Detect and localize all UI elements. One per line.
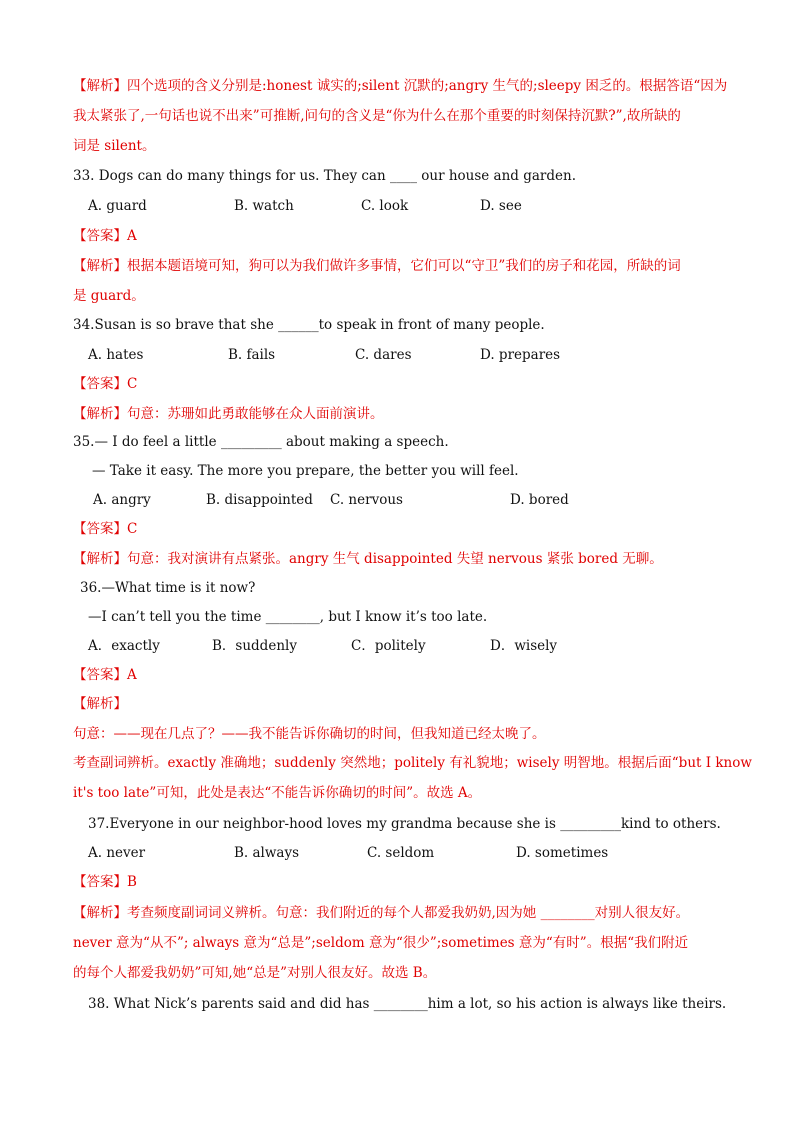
q35-analysis-line-1: 【解析】句意：我对演讲有点紧张。angry 生气 disappointed 失望 nervous 紧张 bored 无聊。 [73, 551, 663, 567]
q37-option-b: B. always [234, 845, 300, 861]
q32-analysis-line-1: 【解析】四个选项的含义分别是:honest 诚实的;silent 沉默的;angry 生气的;sleepy 困乏的。根据答语“因为 [73, 78, 728, 94]
q37-analysis-line-2: never 意为“从不”; always 意为“总是”;seldom 意为“很少”;sometimes 意为“有时”。根据“我们附近 [73, 935, 689, 951]
q35-reply: — Take it easy. The more you prepare, the better you will feel. [92, 463, 519, 479]
q37-analysis-line-3: 的每个人都爱我奶奶”可知,她“总是”对别人很友好。故选 B。 [73, 965, 437, 981]
q33-analysis-line-1: 【解析】根据本题语境可知，狗可以为我们做许多事情，它们可以“守卫”我们的房子和花园，所缺的词 [73, 258, 681, 274]
q35-option-d: D. bored [510, 492, 569, 508]
q36-reply: —I can’t tell you the time ________, but I know it’s too late. [88, 609, 488, 625]
q36-option-b: B．suddenly [212, 638, 297, 654]
q34-option-c: C. dares [355, 347, 412, 363]
q37-answer: 【答案】B [73, 874, 137, 890]
q35-option-c: C. nervous [330, 492, 403, 508]
q34-answer: 【答案】C [73, 376, 138, 392]
q37-analysis-line-1: 【解析】考查频度副词词义辨析。句意：我们附近的每个人都爱我奶奶,因为她 ________对别人很友好。 [73, 905, 690, 921]
q33-answer: 【答案】A [73, 228, 137, 244]
q34-option-a: A. hates [88, 347, 144, 363]
q37-option-c: C. seldom [367, 845, 435, 861]
q35-question: 35.— I do feel a little _________ about making a speech. [73, 434, 449, 450]
q32-analysis-line-3: 词是 silent。 [73, 138, 156, 154]
q37-option-d: D. sometimes [516, 845, 609, 861]
q33-option-b: B. watch [234, 198, 294, 214]
q36-option-d: D．wisely [490, 638, 558, 654]
q36-analysis-line-3: it's too late”可知，此处是表达“不能告诉你确切的时间”。故选 A。 [73, 785, 482, 801]
q33-option-a: A. guard [88, 198, 147, 214]
q33-analysis-line-2: 是 guard。 [73, 288, 145, 304]
q36-option-a: A．exactly [88, 638, 160, 654]
q35-option-a: A. angry [93, 492, 151, 508]
q34-analysis-line-1: 【解析】句意：苏珊如此勇敢能够在众人面前演讲。 [73, 406, 384, 422]
q36-analysis-head: 【解析】 [73, 696, 127, 712]
q36-analysis-line-1: 句意：——现在几点了？——我不能告诉你确切的时间，但我知道已经太晚了。 [73, 726, 546, 742]
q33-option-c: C. look [361, 198, 409, 214]
q34-option-d: D. prepares [480, 347, 561, 363]
q37-option-a: A. never [88, 845, 146, 861]
q35-option-b: B. disappointed [206, 492, 313, 508]
q33-option-d: D. see [480, 198, 522, 214]
q32-analysis-line-2: 我太紧张了,一句话也说不出来”可推断,问句的含义是“你为什么在那个重要的时刻保持沉默?”,故所缺的 [73, 108, 681, 124]
q34-question: 34.Susan is so brave that she ______to speak in front of many people. [73, 317, 545, 333]
q38-question: 38. What Nick’s parents said and did has ________him a lot, so his action is always like theirs. [88, 996, 727, 1012]
q36-option-c: C．politely [351, 638, 426, 654]
q37-question: 37.Everyone in our neighbor-hood loves my grandma because she is _________kind to others. [88, 816, 721, 832]
q36-question: 36.—What time is it now? [80, 580, 256, 596]
q36-answer: 【答案】A [73, 667, 137, 683]
q33-question: 33. Dogs can do many things for us. They can ____ our house and garden. [73, 168, 576, 184]
q35-answer: 【答案】C [73, 521, 138, 537]
q34-option-b: B. fails [228, 347, 276, 363]
q36-analysis-line-2: 考查副词辨析。exactly 准确地；suddenly 突然地；politely 有礼貌地；wisely 明智地。根据后面“but I know [73, 755, 752, 771]
